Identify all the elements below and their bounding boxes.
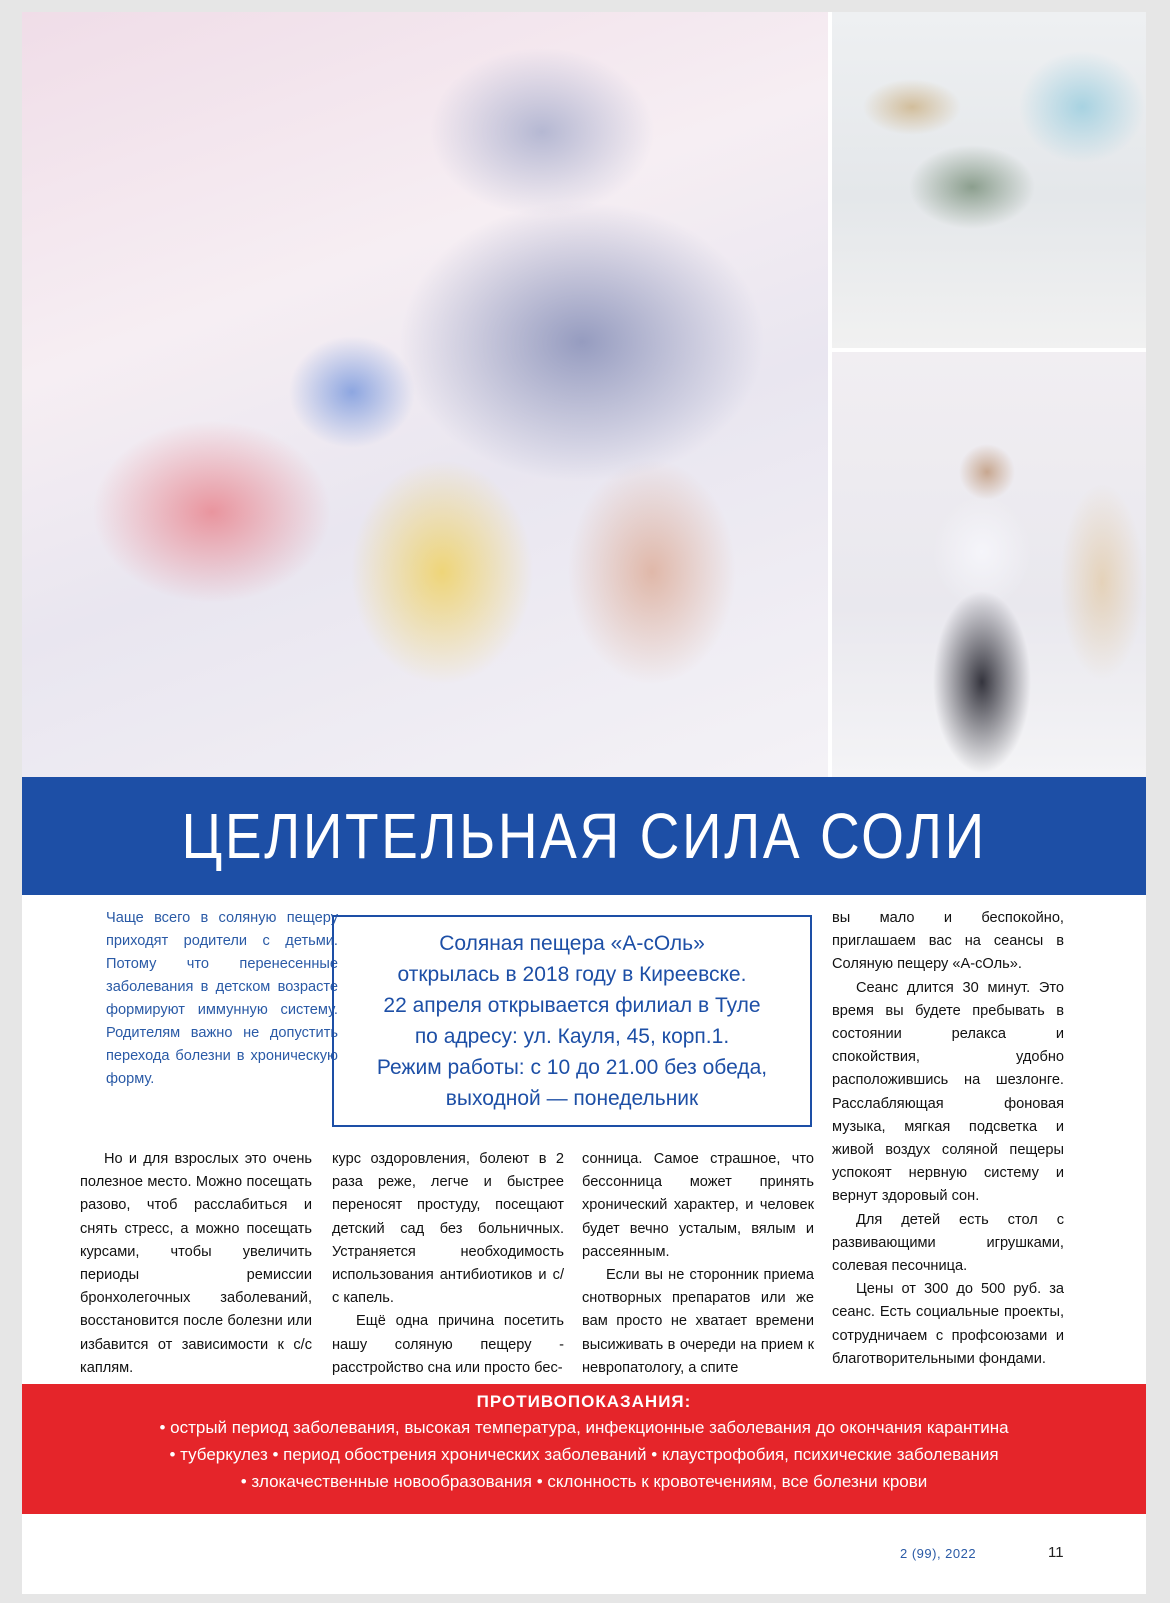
info-line: выходной — понедельник (445, 1087, 699, 1110)
info-line: 22 апреля открывается филиал в Туле (383, 994, 761, 1017)
issue-number: 2 (99), 2022 (900, 1546, 977, 1561)
info-box (332, 915, 812, 1127)
paragraph: Но и для взрослых это очень полезное место. Можно посещать разово, чтоб расслабиться и снять стресс, а можно посещать курсами, чтобы увеличить периоды ремиссии бронхолегочных заболеваний, восстановится после болезни или избавится от зависимости к с/с каплям. (80, 1151, 312, 1376)
photo-boy-smiling (832, 352, 1146, 777)
paragraph: Сеанс длится 30 минут. Это время вы будете пребывать в состоянии релакса и спокойствия, удобно расположившись на шезлонге. Расслабляющая фоновая музыка, мягкая подсветка и живой воздух соляной пещеры успокоят нервную систему и вернут здоровый сон. (832, 979, 1064, 1205)
column-4 (832, 907, 1064, 1371)
contraindications-title: ПРОТИВОПОКАЗАНИЯ: (476, 1392, 692, 1411)
column-2 (332, 1148, 564, 1380)
column-3 (582, 1148, 814, 1380)
paragraph: Если вы не сторонник приема снотворных препаратов или же вам просто не хватает времени высиживать в очереди на прием к невропатологу, а спите (582, 1267, 814, 1376)
title-band (22, 777, 1146, 895)
info-line: открылась в 2018 году в Киреевске. (397, 963, 747, 986)
contraindications-line: • туберкулез • период обострения хронических заболеваний • клаустрофобия, психические заболевания (169, 1445, 999, 1464)
page-number: 11 (1048, 1544, 1064, 1561)
magazine-page (22, 12, 1146, 1594)
info-box-text (377, 928, 767, 1114)
paragraph: сонница. Самое страшное, что бессонница может принять хронический характер, и человек будет вечно усталым, вялым и рассеянным. (582, 1151, 814, 1260)
info-line: Соляная пещера «А-сОль» (439, 932, 705, 955)
article-title: ЦЕЛИТЕЛЬНАЯ СИЛА СОЛИ (181, 800, 987, 872)
paragraph: курс оздоровления, болеют в 2 раза реже, легче и быстрее переносят простуду, посещают детский сад без больничных. Устраняется необходимость использования антибиотиков и с/с капель. (332, 1151, 564, 1307)
paragraph: Ещё одна причина посетить нашу соляную пещеру - расстройство сна или просто бес- (332, 1313, 564, 1376)
photo-salt-cave-mother-child (22, 12, 828, 777)
intro-paragraph: Чаще всего в соляную пещеру приходят родители с детьми. Потому что перенесенные заболевания в детском возрасте формируют иммунную систему. Родителям важно не допустить перехода болезни в хроническую форму. (106, 910, 338, 1087)
contraindications-line: • злокачественные новообразования • склонность к кровотечениям, все болезни крови (240, 1472, 928, 1491)
contraindications-line: • острый период заболевания, высокая температура, инфекционные заболевания до окончания карантина (159, 1418, 1009, 1437)
paragraph: Цены от 300 до 500 руб. за сеанс. Есть социальные проекты, сотрудничаем с профсоюзами и благотворительными фондами. (832, 1281, 1064, 1367)
paragraph: вы мало и беспокойно, приглашаем вас на сеансы в Соляную пещеру «А-сОль». (832, 910, 1064, 973)
info-line: по адресу: ул. Кауля, 45, корп.1. (414, 1025, 730, 1048)
contraindications-block (22, 1384, 1146, 1514)
column-1 (80, 1148, 312, 1403)
paragraph: Для детей есть стол с развивающими игрушками, солевая песочница. (832, 1211, 1064, 1275)
photo-boy-lounger (832, 12, 1146, 348)
info-line: Режим работы: с 10 до 21.00 без обеда, (376, 1056, 768, 1079)
